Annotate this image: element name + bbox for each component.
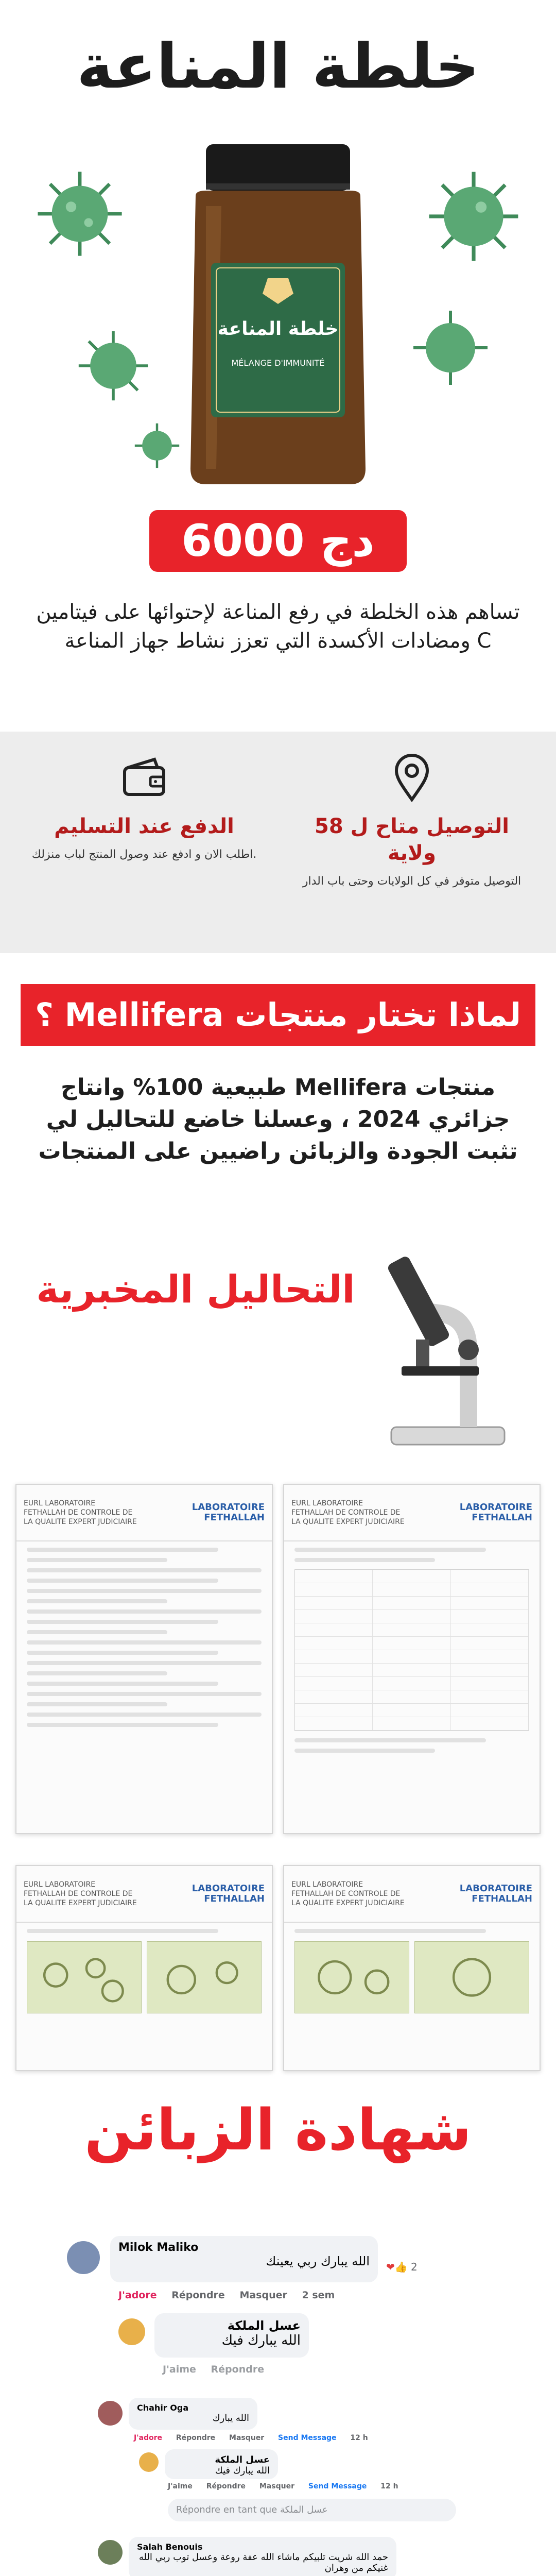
- comment-bubble: [129, 2398, 257, 2430]
- timestamp: 2 sem: [302, 2290, 335, 2301]
- avatar: [139, 2452, 159, 2472]
- comment-author: Chahir Oga: [137, 2403, 189, 2413]
- feature-delivery: [288, 752, 535, 938]
- testimonials-title: شهادة الزبائن: [84, 2097, 472, 2163]
- virus-illustration: [36, 170, 124, 258]
- lab-name: EURL LABORATOIRE FETHALLAH DE CONTROLE DE LA QUALITE EXPERT JUDICIAIRE: [291, 1880, 405, 1907]
- comment-bubble: [129, 2537, 396, 2576]
- lab-pollen-document: [15, 1865, 273, 2071]
- jar-label-subtitle: MÉLANGE D'IMMUNITÉ: [231, 358, 325, 368]
- lab-logo: LABORATOIRE FETHALLAH: [459, 1883, 532, 1904]
- lab-name: EURL LABORATOIRE FETHALLAH DE CONTROLE DE LA QUALITE EXPERT JUDICIAIRE: [24, 1880, 137, 1907]
- reply-author: عسل الملكة: [227, 2318, 301, 2333]
- reaction-count: ❤👍 2: [386, 2261, 418, 2273]
- reply-bubble: [154, 2313, 309, 2358]
- feature-text: .اطلب الان و ادفع عند وصول المنتج لباب منزلك: [31, 848, 257, 861]
- reply-input[interactable]: Répondre en tant que عسل الملكة: [168, 2499, 456, 2521]
- like-button[interactable]: J'aime: [163, 2364, 196, 2375]
- reaction-button[interactable]: J'adore: [118, 2290, 157, 2301]
- lab-report-document: [283, 1484, 541, 1834]
- lab-name: EURL LABORATOIRE FETHALLAH DE CONTROLE DE LA QUALITE EXPERT JUDICIAIRE: [291, 1499, 405, 1526]
- hero-title: خلطة المناعة: [76, 31, 480, 103]
- love-reaction-icon: ❤: [386, 2261, 395, 2273]
- features-section: [0, 732, 556, 953]
- reply-text: الله يبارك فيك: [221, 2333, 301, 2348]
- comment-author: Milok Maliko: [118, 2241, 199, 2254]
- avatar: [98, 2540, 123, 2565]
- product-jar-image: [175, 139, 381, 489]
- reply-actions: J'aime Répondre Masquer Send Message 12 h: [168, 2482, 398, 2490]
- comment-text: حمد الله شريت تلبيكم ماشاء الله عفة روعة وعسل توب ربي الله غنيكم من وهران: [138, 2552, 388, 2573]
- reply-actions: [163, 2364, 275, 2375]
- feature-text: التوصيل متوفر في كل الولايات وحتى باب الدار: [302, 875, 522, 888]
- comment-bubble: [110, 2236, 378, 2282]
- comments-screenshot: [67, 2236, 489, 2576]
- reply-bubble: عسل الملكة الله يبارك فيك: [165, 2449, 278, 2479]
- virus-illustration: [427, 170, 520, 263]
- virus-illustration: [134, 422, 180, 469]
- avatar: [118, 2318, 145, 2345]
- jar-label-title: خلطة المناعة: [217, 318, 339, 340]
- location-pin-icon: [386, 752, 438, 804]
- reply-button[interactable]: Répondre: [211, 2364, 265, 2375]
- virus-illustration: [77, 330, 149, 402]
- feature-title: التوصيل متاح ل 58 ولاية: [315, 815, 509, 865]
- lab-logo: LABORATOIRE FETHALLAH: [192, 1883, 265, 1904]
- hero-section: [0, 0, 556, 732]
- avatar: [67, 2241, 100, 2274]
- lab-logo: LABORATOIRE FETHALLAH: [459, 1502, 532, 1523]
- why-text: منتجات Mellifera طبيعية 100% وانتاج جزائري 2024 ، وعسلنا خاضع للتحاليل لي تثبت الجودة والزبائن راضيين على المنتجات: [38, 1074, 518, 1164]
- wallet-icon: [118, 752, 170, 804]
- lab-title: التحاليل المخبرية: [36, 1267, 355, 1312]
- lab-name: EURL LABORATOIRE FETHALLAH DE CONTROLE DE LA QUALITE EXPERT JUDICIAIRE: [24, 1499, 137, 1526]
- hide-button[interactable]: Masquer: [239, 2290, 287, 2301]
- price-badge: 6000 دج: [149, 510, 407, 572]
- comment-text: الله يبارك: [212, 2413, 249, 2424]
- comment-actions: [118, 2290, 346, 2301]
- testimonials-section: [0, 2081, 556, 2576]
- lab-logo: LABORATOIRE FETHALLAH: [192, 1502, 265, 1523]
- reply-button[interactable]: Répondre: [171, 2290, 225, 2301]
- virus-illustration: [412, 309, 489, 386]
- feature-cash-on-delivery: [21, 752, 268, 938]
- why-section: [0, 953, 556, 1262]
- comment-text: الله يبارك ربي يعينك: [266, 2254, 370, 2268]
- lab-report-document: [15, 1484, 273, 1834]
- feature-title: الدفع عند التسليم: [54, 815, 234, 838]
- comment-actions: J'adore Répondre Masquer Send Message 12 h: [134, 2434, 368, 2442]
- avatar: [98, 2401, 123, 2426]
- comment-author: Salah Benouis: [137, 2542, 203, 2552]
- microscope-icon: [371, 1236, 525, 1453]
- like-reaction-icon: 👍: [394, 2261, 408, 2273]
- hero-description: تساهم هذه الخلطة في رفع المناعة لإحتوائها على فيتامين C ومضادات الأكسدة التي تعزز نشاط جهاز المناعة: [36, 600, 520, 653]
- why-title: لماذا تختار منتجات Mellifera ؟: [21, 984, 535, 1046]
- lab-section: [0, 1236, 556, 2081]
- lab-pollen-document: [283, 1865, 541, 2071]
